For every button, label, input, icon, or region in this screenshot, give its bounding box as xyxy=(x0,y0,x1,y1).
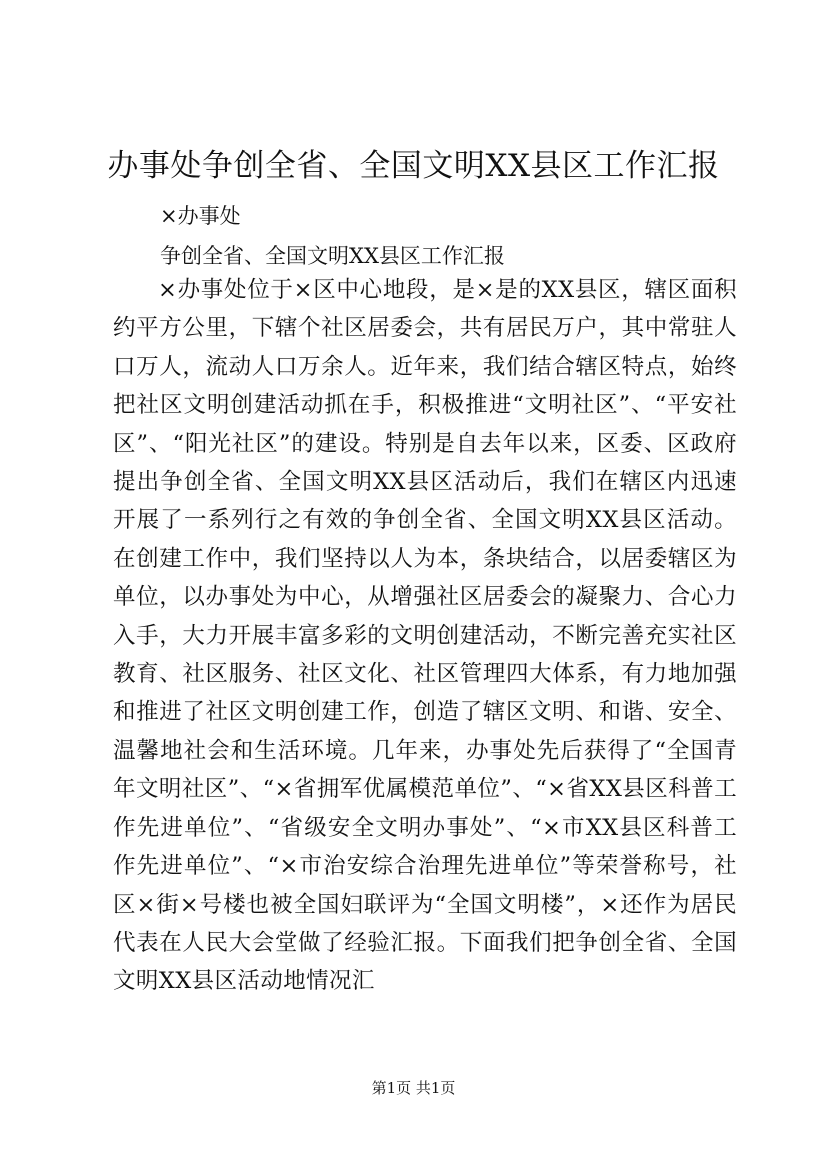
page-footer: 第1页 共1页 xyxy=(371,1079,456,1097)
body-paragraph: ×办事处位于×区中心地段，是×是的XX县区，辖区面积约平方公里，下辖个社区居委会，共有居民万户，其中常驻人口万人，流动人口万余人。近年来，我们结合辖区特点，始终把社区文明创建活动抓在手，积极推进“文明社区”、“平安社区”、“阳光社区”的建设。特别是自去年以来，区委、区政府提出争创全省、全国文明XX县区活动后，我们在辖区内迅速开展了一系列行之有效的争创全省、全国文明XX县区活动。在创建工作中，我们坚持以人为本，条块结合，以居委辖区为单位，以办事处为中心，从增强社区居委会的凝聚力、合心力入手，大力开展丰富多彩的文明创建活动，不断完善充实社区教育、社区服务、社区文化、社区管理四大体系，有力地加强和推进了社区文明创建工作，创造了辖区文明、和谐、安全、温馨地社会和生活环境。几年来，办事处先后获得了“全国青年文明社区”、“×省拥军优属模范单位”、“×省XX县区科普工作先进单位”、“省级安全文明办事处”、“×市XX县区科普工作先进单位”、“×市治安综合治理先进单位”等荣誉称号，社区×街×号楼也被全国妇联评为“全国文明楼”，×还作为居民代表在人民大会堂做了经验汇报。下面我们把争创全省、全国文明XX县区活动地情况汇 xyxy=(113,277,737,995)
organization-line: ×办事处 xyxy=(160,204,241,228)
document-title: 办事处争创全省、全国文明XX县区工作汇报 xyxy=(107,148,720,184)
document-subtitle: 争创全省、全国文明XX县区工作汇报 xyxy=(160,244,505,268)
